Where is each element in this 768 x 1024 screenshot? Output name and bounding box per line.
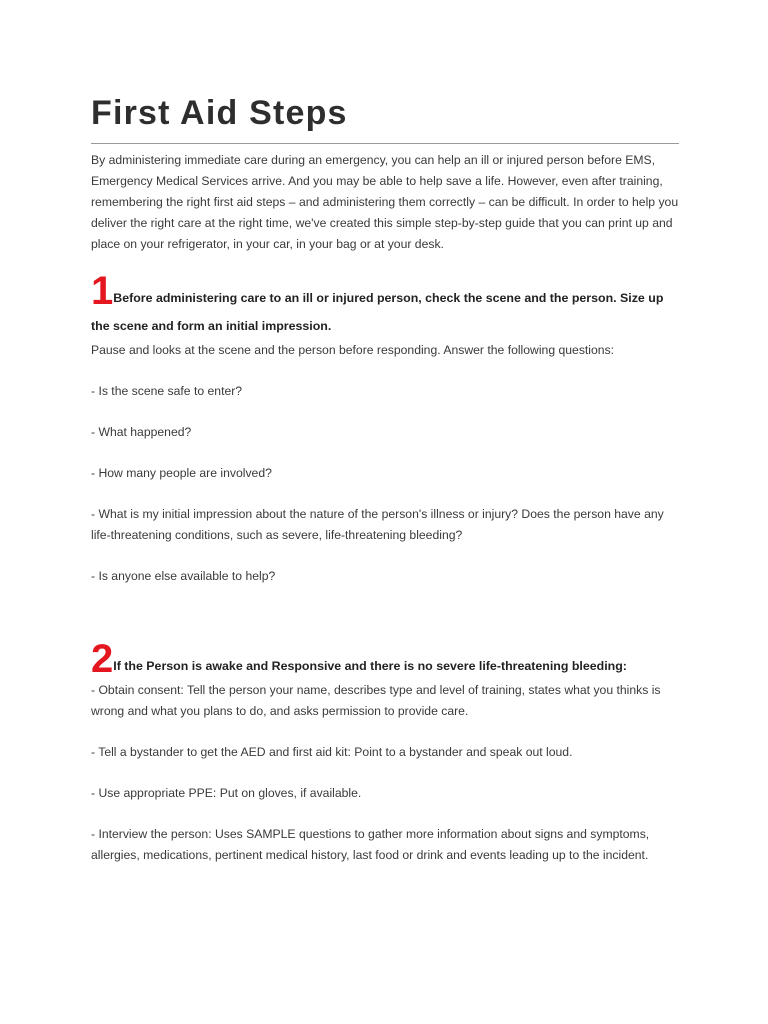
title-divider <box>91 143 679 144</box>
list-item: - What is my initial impression about the nature of the person's illness or injury? Does the person have any life-threatening conditions, such as severe, life-threatening bleeding? <box>91 507 664 542</box>
step-1-heading-text: Before administering care to an ill or injured person, check the scene and the person. Size up the scene and form an initial impression. <box>91 291 664 333</box>
list-item: - Is the scene safe to enter? <box>91 384 243 398</box>
list-item: - How many people are involved? <box>91 466 272 480</box>
page-title: First Aid Steps <box>91 94 348 132</box>
step-1-number: 1 <box>91 269 112 313</box>
step-2-heading-text: If the Person is awake and Responsive and there is no severe life-threatening bleeding: <box>113 659 627 673</box>
step-2-number: 2 <box>91 637 112 681</box>
list-item: - Is anyone else available to help? <box>91 569 276 583</box>
list-item: - Obtain consent: Tell the person your name, describes type and level of training, states what you thinks is wrong and what you plans to do, and asks permission to provide care. <box>91 683 661 718</box>
list-item: - Use appropriate PPE: Put on gloves, if available. <box>91 786 362 800</box>
list-item: - What happened? <box>91 425 192 439</box>
list-item: - Interview the person: Uses SAMPLE questions to gather more information about signs and symptoms, allergies, medications, pertinent medical history, last food or drink and events leading up to the incident. <box>91 827 650 862</box>
intro-paragraph: By administering immediate care during an emergency, you can help an ill or injured person before EMS, Emergency Medical Services arrive. And you may be able to help save a life. However, even after training, remembering the right first aid steps – and administering them correctly – can be difficult. In order to help you deliver the right care at the right time, we've created this simple step-by-step guide that you can print up and place on your refrigerator, in your car, in your bag or at your desk. <box>91 153 679 251</box>
step-2 <box>91 637 679 866</box>
step-1 <box>91 269 679 587</box>
step-1-heading <box>91 269 679 340</box>
list-item: - Tell a bystander to get the AED and first aid kit: Point to a bystander and speak out loud. <box>91 745 573 759</box>
step-2-heading <box>91 637 679 681</box>
article-content <box>91 90 679 866</box>
step-1-lead: Pause and looks at the scene and the person before responding. Answer the following questions: <box>91 343 615 357</box>
